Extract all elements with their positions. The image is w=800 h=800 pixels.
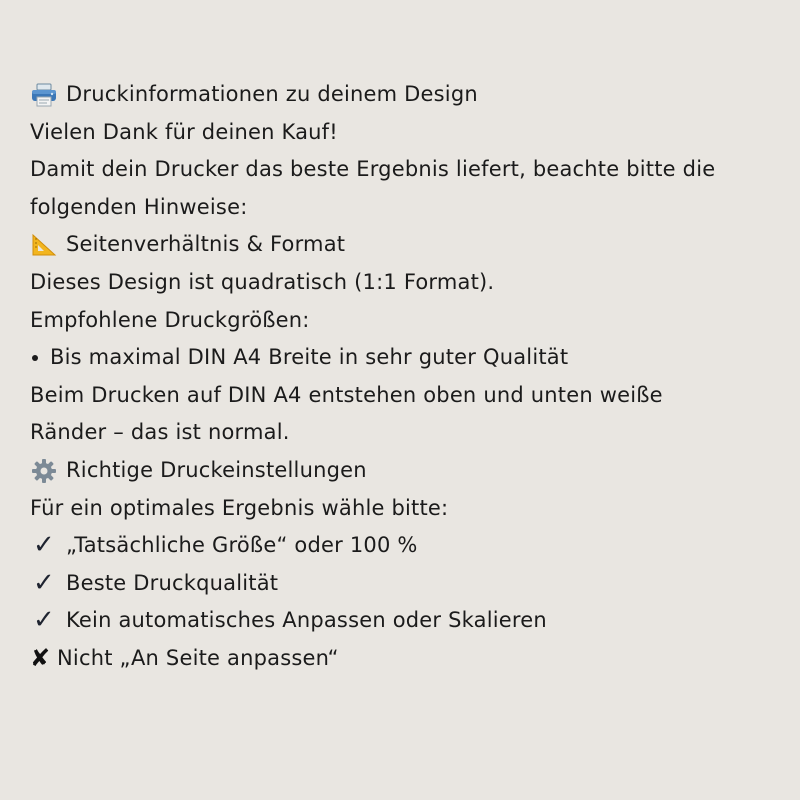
check-item: ✓ Beste Druckqualität xyxy=(30,565,775,603)
recommended-sizes-label: Empfohlene Druckgrößen: xyxy=(30,307,310,332)
format-note-line-1: Beim Drucken auf DIN A4 entstehen oben und unten weiße xyxy=(30,382,663,407)
intro-text-line-1: Damit dein Drucker das beste Ergebnis liefert, beachte bitte die xyxy=(30,157,716,182)
format-heading: Seitenverhältnis & Format xyxy=(66,232,346,257)
settings-heading: Richtige Druckeinstellungen xyxy=(66,457,367,482)
printer-icon xyxy=(30,82,58,108)
gear-icon xyxy=(30,458,58,484)
check-item: ✓ Kein automatisches Anpassen oder Skalieren xyxy=(30,602,775,640)
triangle-ruler-icon xyxy=(30,232,58,258)
recommended-size-item: Bis maximal DIN A4 Breite in sehr guter Qualität xyxy=(30,339,775,377)
thanks-text: Vielen Dank für deinen Kauf! xyxy=(30,119,338,144)
intro-text-line-2: folgenden Hinweise: xyxy=(30,194,248,219)
format-heading-row xyxy=(30,226,775,264)
print-info-document xyxy=(30,76,775,678)
format-description: Dieses Design ist quadratisch (1:1 Format). xyxy=(30,269,495,294)
checkmark-icon: ✓ xyxy=(33,567,55,598)
bullet-dot xyxy=(32,355,38,361)
checkmark-icon: ✓ xyxy=(33,530,55,561)
cross-icon: ✘ xyxy=(30,643,51,672)
document-title: Druckinformationen zu deinem Design xyxy=(66,82,478,106)
settings-heading-row xyxy=(30,452,775,490)
settings-intro: Für ein optimales Ergebnis wähle bitte: xyxy=(30,495,449,520)
check-item: ✓ „Tatsächliche Größe“ oder 100 % xyxy=(30,527,775,565)
cross-item: ✘ Nicht „An Seite anpassen“ xyxy=(30,640,775,678)
title-row xyxy=(30,76,775,114)
format-note-line-2: Ränder – das ist normal. xyxy=(30,420,290,445)
checkmark-icon: ✓ xyxy=(33,605,55,636)
